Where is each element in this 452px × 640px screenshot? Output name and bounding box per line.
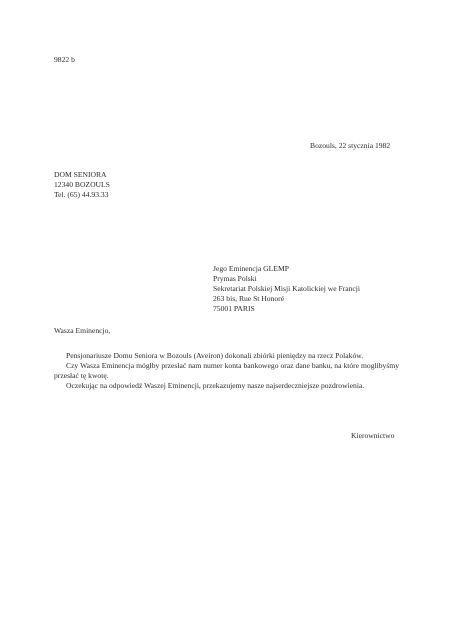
closing-signature: Kierownictwo xyxy=(351,431,395,440)
body-paragraph: Oczekując na odpowiedź Waszej Eminencji, przekazujemy nasze najserdeczniejsze pozdrowienia. xyxy=(66,381,365,390)
salutation: Wasza Eminencjo, xyxy=(54,326,111,335)
sender-address: 12340 BOZOULS xyxy=(54,180,110,189)
sender-block xyxy=(54,170,110,200)
recipient-line-3: Sekretariat Polskiej Misji Katolickiej we Francji xyxy=(213,284,360,293)
recipient-line-5: 75001 PARIS xyxy=(213,304,255,313)
recipient-line-4: 263 bis, Rue St Honoré xyxy=(213,294,285,303)
recipient-line-2: Prymas Polski xyxy=(213,274,257,283)
letter-body xyxy=(54,351,399,391)
sender-phone: Tel. (65) 44.93.33 xyxy=(54,190,109,199)
place-date: Bozouls, 22 stycznia 1982 xyxy=(310,141,391,150)
recipient-block xyxy=(213,264,360,314)
recipient-line-1: Jego Eminencja GLEMP xyxy=(213,264,289,273)
sender-name: DOM SENIORA xyxy=(54,170,107,179)
reference-number: 9822 b xyxy=(54,55,75,64)
body-paragraph: Czy Wasza Eminencja mógłby przesłać nam numer konta bankowego oraz dane banku, na które moglibyśmy przesłać tę kwotę. xyxy=(54,361,399,380)
body-paragraph: Pensjonariusze Domu Seniora w Bozouls (Aveiron) dokonali zbiórki pieniędzy na rzecz Polaków. xyxy=(66,351,364,360)
